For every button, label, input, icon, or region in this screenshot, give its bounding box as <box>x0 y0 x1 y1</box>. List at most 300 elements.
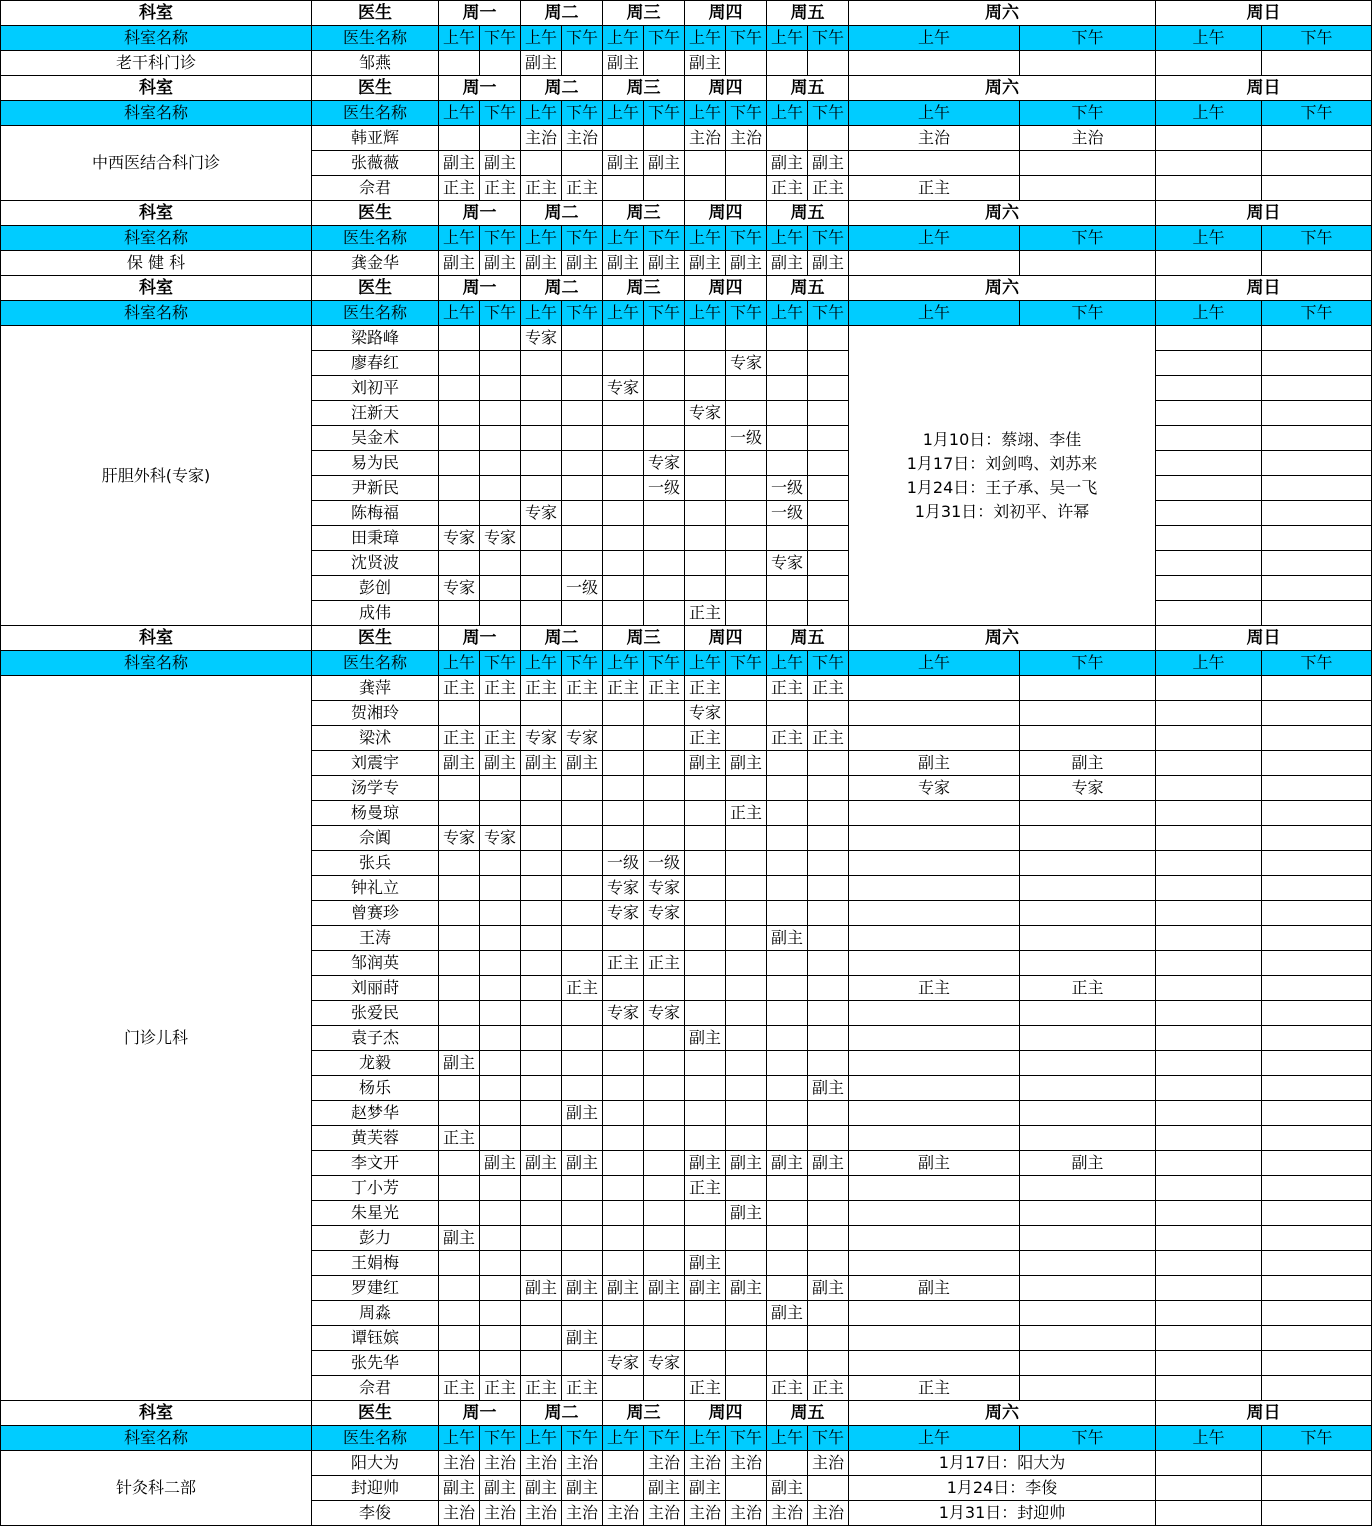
schedule-cell <box>767 1326 808 1351</box>
subheader-am: 上午 <box>849 226 1020 251</box>
schedule-cell <box>480 1351 521 1376</box>
schedule-cell-sat-am <box>849 1201 1020 1226</box>
schedule-cell: 副主 <box>726 251 767 276</box>
schedule-cell <box>521 701 562 726</box>
schedule-cell-sat-am <box>849 1301 1020 1326</box>
schedule-cell <box>562 951 603 976</box>
subheader-am: 上午 <box>767 1426 808 1451</box>
schedule-cell <box>562 426 603 451</box>
schedule-cell <box>644 351 685 376</box>
schedule-cell-sun-am <box>1156 1051 1262 1076</box>
schedule-cell <box>685 826 726 851</box>
schedule-cell: 副主 <box>480 251 521 276</box>
subheader-pm: 下午 <box>1262 1426 1372 1451</box>
schedule-cell <box>439 851 480 876</box>
schedule-cell-sun-pm <box>1262 176 1372 201</box>
doctor-name: 袁子杰 <box>312 1026 439 1051</box>
doctor-name: 阳大为 <box>312 1451 439 1476</box>
schedule-cell <box>562 376 603 401</box>
schedule-cell-sat-am <box>849 876 1020 901</box>
schedule-cell <box>808 376 849 401</box>
col-header-doctor: 医生 <box>312 1 439 26</box>
schedule-cell-sun-pm <box>1262 1301 1372 1326</box>
schedule-cell-sat-pm <box>1020 676 1156 701</box>
subheader-pm: 下午 <box>562 226 603 251</box>
schedule-cell: 专家 <box>603 1351 644 1376</box>
schedule-cell <box>480 951 521 976</box>
schedule-cell <box>562 801 603 826</box>
subheader-row <box>1 651 1372 676</box>
schedule-cell <box>480 51 521 76</box>
schedule-cell <box>439 926 480 951</box>
schedule-cell-sun-am <box>1156 1151 1262 1176</box>
col-header-dept: 科室 <box>1 1401 312 1426</box>
schedule-cell-sat-am <box>849 1076 1020 1101</box>
schedule-cell <box>808 1176 849 1201</box>
subheader-am: 上午 <box>603 301 644 326</box>
schedule-cell <box>521 476 562 501</box>
subheader-am: 上午 <box>849 651 1020 676</box>
subheader-am: 上午 <box>439 101 480 126</box>
schedule-cell <box>726 51 767 76</box>
schedule-cell: 副主 <box>480 751 521 776</box>
schedule-cell <box>480 501 521 526</box>
subheader-pm: 下午 <box>480 651 521 676</box>
subheader-pm: 下午 <box>480 26 521 51</box>
col-header-day: 周五 <box>767 1401 849 1426</box>
schedule-cell <box>562 1076 603 1101</box>
schedule-cell <box>644 1151 685 1176</box>
col-header-day: 周三 <box>603 201 685 226</box>
schedule-cell: 副主 <box>644 1476 685 1501</box>
doctor-name: 田秉璋 <box>312 526 439 551</box>
schedule-cell: 正主 <box>480 1376 521 1401</box>
schedule-cell <box>603 801 644 826</box>
subheader-pm: 下午 <box>1262 226 1372 251</box>
schedule-cell: 主治 <box>562 1451 603 1476</box>
schedule-cell-sat-pm <box>1020 1001 1156 1026</box>
subheader-doctor-name: 医生名称 <box>312 101 439 126</box>
schedule-cell <box>726 326 767 351</box>
schedule-cell-sun-pm <box>1262 901 1372 926</box>
schedule-cell <box>603 776 644 801</box>
schedule-cell <box>685 576 726 601</box>
schedule-cell: 副主 <box>767 251 808 276</box>
doctor-name: 朱星光 <box>312 1201 439 1226</box>
schedule-cell-sun-am <box>1156 851 1262 876</box>
subheader-dept-name: 科室名称 <box>1 101 312 126</box>
schedule-cell <box>644 526 685 551</box>
schedule-cell <box>603 1326 644 1351</box>
schedule-cell-sun-pm <box>1262 501 1372 526</box>
subheader-am: 上午 <box>1156 651 1262 676</box>
schedule-cell: 专家 <box>767 551 808 576</box>
subheader-am: 上午 <box>439 26 480 51</box>
schedule-cell-sun-am <box>1156 1276 1262 1301</box>
schedule-cell: 副主 <box>562 1101 603 1126</box>
doctor-name: 易为民 <box>312 451 439 476</box>
schedule-cell <box>439 326 480 351</box>
schedule-cell <box>644 826 685 851</box>
schedule-cell <box>808 501 849 526</box>
schedule-cell-sun-am <box>1156 351 1262 376</box>
schedule-cell <box>480 976 521 1001</box>
schedule-cell: 正主 <box>685 601 726 626</box>
doctor-name: 汪新天 <box>312 401 439 426</box>
schedule-cell <box>808 1326 849 1351</box>
subheader-row <box>1 1426 1372 1451</box>
schedule-cell: 副主 <box>685 1276 726 1301</box>
col-header-doctor: 医生 <box>312 626 439 651</box>
subheader-pm: 下午 <box>480 226 521 251</box>
schedule-cell <box>808 326 849 351</box>
schedule-cell <box>685 326 726 351</box>
schedule-cell <box>685 551 726 576</box>
schedule-cell <box>808 751 849 776</box>
schedule-cell: 副主 <box>521 251 562 276</box>
schedule-cell <box>685 1326 726 1351</box>
schedule-cell-sun-pm <box>1262 1501 1372 1526</box>
schedule-cell-sun-am <box>1156 401 1262 426</box>
schedule-cell: 主治 <box>726 1451 767 1476</box>
schedule-cell <box>603 1301 644 1326</box>
schedule-cell <box>767 1201 808 1226</box>
header-row <box>1 626 1372 651</box>
subheader-am: 上午 <box>849 26 1020 51</box>
subheader-row <box>1 101 1372 126</box>
col-header-day: 周五 <box>767 201 849 226</box>
doctor-name: 杨曼琼 <box>312 801 439 826</box>
schedule-cell: 正主 <box>808 176 849 201</box>
schedule-cell: 一级 <box>726 426 767 451</box>
schedule-cell-sat-am: 正主 <box>849 976 1020 1001</box>
schedule-cell <box>439 1151 480 1176</box>
subheader-pm: 下午 <box>562 26 603 51</box>
department-name: 中西医结合科门诊 <box>1 126 312 201</box>
schedule-cell: 副主 <box>439 1226 480 1251</box>
schedule-cell <box>685 851 726 876</box>
schedule-cell: 副主 <box>767 1476 808 1501</box>
schedule-cell-sat-pm <box>1020 901 1156 926</box>
schedule-cell-sun-am <box>1156 376 1262 401</box>
schedule-cell-sat-pm: 正主 <box>1020 976 1156 1001</box>
doctor-name: 吴金术 <box>312 426 439 451</box>
doctor-name: 彭力 <box>312 1226 439 1251</box>
schedule-cell <box>521 1251 562 1276</box>
schedule-cell <box>808 1101 849 1126</box>
schedule-cell-sun-pm <box>1262 801 1372 826</box>
department-name: 肝胆外科(专家) <box>1 326 312 626</box>
schedule-cell-sat-am: 主治 <box>849 126 1020 151</box>
schedule-cell <box>726 451 767 476</box>
saturday-line: 1月31日：封迎帅 <box>849 1501 1156 1526</box>
schedule-cell <box>521 1201 562 1226</box>
schedule-cell <box>562 351 603 376</box>
schedule-cell-sat-am <box>849 151 1020 176</box>
schedule-cell <box>644 1226 685 1251</box>
schedule-cell: 副主 <box>521 1276 562 1301</box>
schedule-cell <box>808 126 849 151</box>
schedule-cell-sat-am <box>849 1351 1020 1376</box>
subheader-am: 上午 <box>767 226 808 251</box>
subheader-dept-name: 科室名称 <box>1 226 312 251</box>
schedule-cell <box>685 151 726 176</box>
schedule-cell <box>521 1076 562 1101</box>
schedule-cell <box>521 576 562 601</box>
schedule-cell: 主治 <box>603 1501 644 1526</box>
schedule-cell <box>480 451 521 476</box>
schedule-cell <box>644 576 685 601</box>
subheader-am: 上午 <box>439 301 480 326</box>
schedule-cell <box>726 926 767 951</box>
schedule-cell <box>685 951 726 976</box>
schedule-cell: 正主 <box>603 676 644 701</box>
schedule-cell <box>439 551 480 576</box>
subheader-pm: 下午 <box>1020 101 1156 126</box>
schedule-cell <box>603 451 644 476</box>
schedule-cell <box>685 351 726 376</box>
table-row <box>1 676 1372 701</box>
schedule-cell-sat-pm <box>1020 1226 1156 1251</box>
saturday-note-line: 1月31日：刘初平、许幂 <box>914 501 1090 521</box>
schedule-cell-sat-pm <box>1020 851 1156 876</box>
schedule-cell <box>808 601 849 626</box>
schedule-cell <box>808 1351 849 1376</box>
schedule-cell: 一级 <box>767 476 808 501</box>
subheader-am: 上午 <box>685 301 726 326</box>
schedule-cell <box>521 901 562 926</box>
schedule-cell <box>726 876 767 901</box>
schedule-cell-sun-am <box>1156 51 1262 76</box>
schedule-cell-sat-pm <box>1020 1101 1156 1126</box>
schedule-cell <box>521 1026 562 1051</box>
schedule-cell: 专家 <box>685 401 726 426</box>
schedule-cell <box>439 1351 480 1376</box>
schedule-cell <box>808 976 849 1001</box>
doctor-name: 刘丽莳 <box>312 976 439 1001</box>
schedule-cell: 副主 <box>685 1026 726 1051</box>
subheader-pm: 下午 <box>1262 26 1372 51</box>
schedule-cell <box>808 1301 849 1326</box>
doctor-name: 张爱民 <box>312 1001 439 1026</box>
subheader-pm: 下午 <box>644 301 685 326</box>
schedule-cell <box>726 1251 767 1276</box>
doctor-name: 赵梦华 <box>312 1101 439 1126</box>
schedule-cell-sun-pm <box>1262 51 1372 76</box>
schedule-cell: 副主 <box>603 51 644 76</box>
subheader-am: 上午 <box>1156 301 1262 326</box>
subheader-am: 上午 <box>521 101 562 126</box>
subheader-pm: 下午 <box>480 301 521 326</box>
schedule-cell <box>521 526 562 551</box>
schedule-cell: 主治 <box>521 126 562 151</box>
schedule-cell-sun-am <box>1156 601 1262 626</box>
schedule-cell: 正主 <box>439 176 480 201</box>
col-header-doctor: 医生 <box>312 76 439 101</box>
schedule-cell <box>685 176 726 201</box>
schedule-cell <box>562 1201 603 1226</box>
schedule-cell <box>521 376 562 401</box>
schedule-cell-sun-pm <box>1262 1076 1372 1101</box>
doctor-name: 邹燕 <box>312 51 439 76</box>
schedule-cell <box>726 901 767 926</box>
schedule-cell <box>603 1226 644 1251</box>
subheader-am: 上午 <box>685 226 726 251</box>
schedule-cell: 副主 <box>767 1301 808 1326</box>
col-header-day: 周三 <box>603 1401 685 1426</box>
schedule-cell-sat-pm <box>1020 926 1156 951</box>
table-row <box>1 251 1372 276</box>
schedule-cell <box>685 776 726 801</box>
schedule-cell-sat-am <box>849 1251 1020 1276</box>
header-row <box>1 1401 1372 1426</box>
schedule-cell <box>562 476 603 501</box>
schedule-cell: 专家 <box>644 451 685 476</box>
schedule-cell <box>603 751 644 776</box>
schedule-cell-sun-am <box>1156 876 1262 901</box>
schedule-cell: 专家 <box>644 901 685 926</box>
schedule-cell <box>685 1051 726 1076</box>
col-header-day: 周二 <box>521 626 603 651</box>
schedule-cell <box>480 801 521 826</box>
schedule-cell: 正主 <box>685 726 726 751</box>
schedule-cell <box>603 1451 644 1476</box>
schedule-cell <box>644 1326 685 1351</box>
schedule-cell-sat-pm <box>1020 1251 1156 1276</box>
subheader-am: 上午 <box>685 101 726 126</box>
schedule-cell-sat-pm <box>1020 51 1156 76</box>
schedule-cell <box>562 501 603 526</box>
schedule-cell-sun-pm <box>1262 1201 1372 1226</box>
schedule-cell-sun-pm <box>1262 751 1372 776</box>
schedule-cell <box>726 176 767 201</box>
schedule-cell-sun-am <box>1156 1501 1262 1526</box>
schedule-cell <box>644 751 685 776</box>
schedule-cell <box>767 1076 808 1101</box>
schedule-cell <box>685 801 726 826</box>
schedule-cell: 正主 <box>439 726 480 751</box>
schedule-cell <box>521 926 562 951</box>
subheader-am: 上午 <box>685 26 726 51</box>
subheader-pm: 下午 <box>808 651 849 676</box>
subheader-doctor-name: 医生名称 <box>312 1426 439 1451</box>
schedule-cell-sat-pm <box>1020 726 1156 751</box>
doctor-name: 李俊 <box>312 1501 439 1526</box>
subheader-dept-name: 科室名称 <box>1 1426 312 1451</box>
schedule-cell <box>521 1126 562 1151</box>
subheader-pm: 下午 <box>808 1426 849 1451</box>
schedule-cell: 副主 <box>562 751 603 776</box>
subheader-am: 上午 <box>685 651 726 676</box>
schedule-cell <box>685 1101 726 1126</box>
schedule-cell: 一级 <box>644 476 685 501</box>
schedule-cell <box>644 601 685 626</box>
schedule-cell <box>644 126 685 151</box>
schedule-cell <box>808 951 849 976</box>
schedule-cell <box>726 951 767 976</box>
schedule-cell-sat-pm <box>1020 1376 1156 1401</box>
schedule-cell <box>767 1226 808 1251</box>
schedule-cell-sat-am <box>849 1101 1020 1126</box>
schedule-cell: 正主 <box>808 726 849 751</box>
schedule-cell: 副主 <box>808 1276 849 1301</box>
subheader-dept-name: 科室名称 <box>1 301 312 326</box>
schedule-cell <box>603 551 644 576</box>
schedule-cell <box>603 351 644 376</box>
subheader-pm: 下午 <box>726 1426 767 1451</box>
schedule-cell <box>726 726 767 751</box>
schedule-cell-sun-pm <box>1262 726 1372 751</box>
schedule-cell: 副主 <box>562 1326 603 1351</box>
col-header-day: 周一 <box>439 1401 521 1426</box>
schedule-cell <box>726 776 767 801</box>
subheader-am: 上午 <box>603 1426 644 1451</box>
schedule-cell <box>726 601 767 626</box>
saturday-note-line: 1月17日：刘剑鸣、刘苏来 <box>906 453 1098 473</box>
col-header-day: 周三 <box>603 76 685 101</box>
schedule-cell <box>562 1251 603 1276</box>
schedule-cell <box>439 1001 480 1026</box>
schedule-cell-sun-pm <box>1262 1126 1372 1151</box>
schedule-cell-sat-pm <box>1020 1276 1156 1301</box>
schedule-cell-sat-am <box>849 901 1020 926</box>
schedule-cell-sun-pm <box>1262 701 1372 726</box>
schedule-body <box>1 1 1372 1526</box>
schedule-cell <box>726 526 767 551</box>
schedule-cell <box>603 426 644 451</box>
schedule-cell: 正主 <box>644 951 685 976</box>
subheader-pm: 下午 <box>808 226 849 251</box>
schedule-cell: 副主 <box>521 751 562 776</box>
schedule-cell <box>439 351 480 376</box>
schedule-cell <box>439 901 480 926</box>
saturday-note-line: 1月10日：蔡翊、李佳 <box>922 429 1082 449</box>
doctor-name: 杨乐 <box>312 1076 439 1101</box>
schedule-cell <box>767 376 808 401</box>
schedule-cell <box>767 851 808 876</box>
schedule-cell <box>644 1376 685 1401</box>
col-header-doctor: 医生 <box>312 201 439 226</box>
doctor-name: 廖春红 <box>312 351 439 376</box>
schedule-cell-sun-am <box>1156 576 1262 601</box>
schedule-cell <box>685 526 726 551</box>
schedule-cell <box>439 1026 480 1051</box>
schedule-cell <box>480 1101 521 1126</box>
schedule-cell: 主治 <box>685 1451 726 1476</box>
col-header-day: 周四 <box>685 276 767 301</box>
schedule-cell <box>808 776 849 801</box>
col-header-day: 周六 <box>849 276 1156 301</box>
schedule-cell-sun-am <box>1156 926 1262 951</box>
doctor-name: 周淼 <box>312 1301 439 1326</box>
subheader-pm: 下午 <box>644 26 685 51</box>
schedule-cell <box>480 401 521 426</box>
schedule-cell <box>726 1476 767 1501</box>
subheader-pm: 下午 <box>726 301 767 326</box>
subheader-pm: 下午 <box>1262 651 1372 676</box>
schedule-cell: 正主 <box>480 726 521 751</box>
schedule-cell-sat-pm <box>1020 1201 1156 1226</box>
col-header-day: 周二 <box>521 201 603 226</box>
schedule-cell-sun-pm <box>1262 551 1372 576</box>
schedule-cell-sat-am <box>849 1026 1020 1051</box>
schedule-cell <box>767 1126 808 1151</box>
schedule-cell-sun-pm <box>1262 1051 1372 1076</box>
subheader-pm: 下午 <box>562 651 603 676</box>
doctor-name: 龚萍 <box>312 676 439 701</box>
schedule-cell-sun-am <box>1156 1201 1262 1226</box>
subheader-pm: 下午 <box>726 26 767 51</box>
